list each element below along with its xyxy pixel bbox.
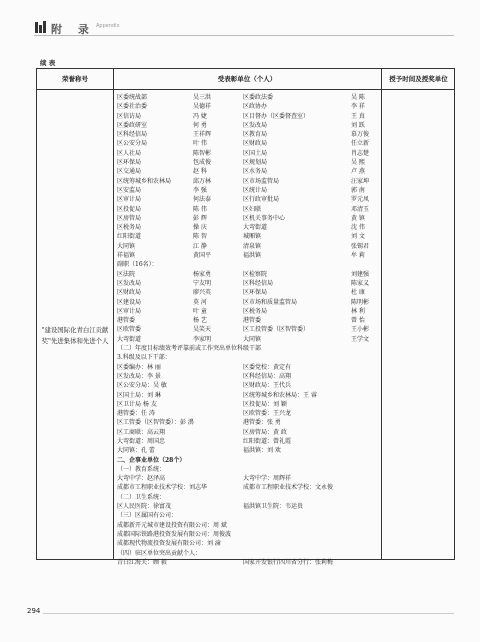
- recipient-line: [117, 205, 372, 214]
- recipient-cell: 廖兴英: [193, 289, 212, 297]
- recipient-line: [117, 353, 372, 362]
- continued-label: 续 表: [40, 59, 56, 67]
- recipient-line: [117, 437, 372, 446]
- recipient-cell: 祥福镇: [117, 252, 136, 260]
- recipient-cell: 陈智彬: [193, 149, 212, 157]
- recipient-cell: 二、企事业单位（28个）: [117, 456, 186, 464]
- recipient-line: [117, 186, 372, 195]
- recipient-line: [117, 195, 372, 204]
- appendix-logo-icon: [34, 20, 48, 34]
- recipient-line: [117, 493, 372, 502]
- recipient-cell: 区人民医院：徐富茂: [117, 503, 172, 511]
- recipient-line: [117, 400, 372, 409]
- recipient-cell: 杨家勇: [193, 270, 212, 278]
- column-divider: [113, 69, 114, 559]
- recipient-cell: 区委统战部: [117, 94, 148, 101]
- recipient-cell: 肖志楚: [351, 149, 370, 157]
- recipient-cell: 操 庆: [193, 224, 207, 232]
- recipient-cell: 黄 镇: [351, 214, 365, 222]
- recipient-line: [117, 316, 372, 325]
- recipient-cell: 张锡君: [351, 242, 370, 250]
- recipient-cell: 区投促局：刘 颖: [243, 400, 287, 408]
- recipient-cell: 大弯中学：赵泽高: [117, 475, 166, 483]
- honor-table: [36, 68, 455, 566]
- recipient-cell: 区市场监管局: [243, 177, 280, 185]
- recipient-cell: 区政协办: [243, 103, 268, 111]
- recipient-line: [117, 260, 372, 269]
- recipient-cell: 区发改局：李 景: [117, 372, 161, 380]
- recipient-line: [117, 158, 372, 167]
- recipient-cell: 大同镇: [243, 335, 262, 343]
- recipient-cell: 王 真: [351, 112, 365, 120]
- recipient-line: [117, 474, 372, 483]
- recipient-cell: 刘 文: [351, 233, 365, 241]
- recipient-cell: 宁友明: [193, 279, 212, 287]
- recipient-cell: 区目督办（区委督查室）: [243, 112, 310, 120]
- recipient-line: [117, 335, 372, 344]
- recipient-line: [117, 102, 372, 111]
- recipient-line: [117, 242, 372, 251]
- recipient-cell: （四）驻区单位突出贡献个人：: [117, 549, 202, 557]
- recipient-line: [117, 483, 372, 492]
- recipient-line: [117, 223, 372, 232]
- recipient-cell: 陈明彬: [351, 298, 370, 306]
- recipient-cell: 林 利: [351, 307, 365, 315]
- recipient-cell: 区人社局: [117, 149, 142, 157]
- recipient-line: [117, 93, 372, 102]
- recipient-cell: 区检察院: [243, 270, 268, 278]
- header-subtitle: Appendix: [96, 23, 120, 29]
- recipient-cell: 陈 智: [193, 233, 207, 241]
- recipient-line: [117, 177, 372, 186]
- recipient-line: [117, 149, 372, 158]
- recipient-cell: 区公安分局: [117, 140, 148, 148]
- recipient-cell: （二）年度目标绩效考评靠前或工作突出单位科级干部: [117, 345, 262, 353]
- recipient-cell: 副职（16名）：: [117, 261, 158, 269]
- recipient-cell: 区建设局: [117, 298, 142, 306]
- recipient-cell: 区水务局: [243, 168, 268, 176]
- recipient-cell: 李 强: [193, 186, 207, 194]
- recipient-cell: 汪家坤: [351, 177, 370, 185]
- recipient-cell: 大弯街道: [117, 335, 142, 343]
- recipient-line: [117, 139, 372, 148]
- recipient-line: [117, 456, 372, 465]
- recipient-cell: 陈家义: [351, 279, 370, 287]
- recipient-cell: 包成俊: [193, 159, 212, 167]
- recipient-line: [117, 465, 372, 474]
- recipient-cell: 吴三洪: [193, 94, 212, 101]
- recipient-line: [117, 409, 372, 418]
- recipient-cell: 大同镇：孔 蕾: [117, 447, 155, 455]
- recipient-cell: 郭 南: [351, 186, 365, 194]
- recipient-line: [117, 279, 372, 288]
- recipient-cell: 叶 童: [193, 307, 207, 315]
- recipient-cell: 大同镇: [117, 242, 136, 250]
- recipient-cell: 福洪镇: [243, 252, 262, 260]
- recipient-cell: 区国土局：刘 琳: [117, 391, 161, 399]
- recipient-cell: 区交通局: [117, 168, 142, 176]
- recipient-cell: 曾 怡: [351, 317, 365, 325]
- recipient-cell: 刘建强: [351, 270, 370, 278]
- recipient-cell: 区委社治委: [117, 103, 148, 111]
- recipient-cell: 红阳街道: [117, 233, 142, 241]
- recipient-line: [117, 428, 372, 437]
- column-header-recipients: 受表彰单位（个人）: [217, 75, 277, 83]
- recipient-cell: 区卫计局 杨 友: [117, 400, 157, 408]
- recipient-cell: 清泉镇: [243, 242, 262, 250]
- recipient-cell: 罗元凤: [351, 196, 370, 204]
- recipient-cell: 区妇联: [243, 205, 262, 213]
- recipient-cell: 区委政法委: [243, 94, 274, 101]
- recipient-cell: 福洪镇：刘 欢: [243, 447, 281, 455]
- recipient-cell: 区税务局: [243, 307, 268, 315]
- recipient-cell: 青白江海关：顾 毅: [117, 558, 167, 566]
- recipient-cell: 吴德祥: [193, 103, 212, 111]
- recipient-cell: 冯 婕: [193, 112, 207, 120]
- recipient-cell: 成都现代物流投资发展有限公司：刘 渝: [117, 540, 221, 548]
- recipient-line: [117, 270, 372, 279]
- recipient-cell: 区科经信局：高翔: [243, 372, 292, 380]
- page-number: 294: [24, 607, 43, 615]
- recipient-cell: 区教育局: [243, 131, 268, 139]
- recipient-cell: （二）卫生系统：: [117, 493, 166, 501]
- recipient-line: [117, 214, 372, 223]
- recipient-line: [117, 502, 372, 511]
- recipient-cell: 李 祥: [351, 103, 365, 111]
- header-divider: [37, 89, 454, 90]
- recipient-cell: 区法院: [117, 270, 136, 278]
- recipient-cell: 区工管委（区智管委）：彭 濞: [117, 419, 194, 427]
- recipient-cell: 红阳街道：曾礼霞: [243, 437, 292, 445]
- recipient-line: [117, 112, 372, 121]
- recipient-cell: 吴笑天: [193, 326, 212, 334]
- recipient-cell: 区科经信局: [117, 131, 148, 139]
- recipient-cell: 区委党校：黄定有: [243, 363, 292, 371]
- recipient-cell: 区财政局：王代兵: [243, 382, 292, 390]
- recipient-cell: 王学文: [351, 335, 370, 343]
- recipient-cell: 成都国际铁路港投资发展有限公司：周俊波: [117, 530, 232, 538]
- recipient-cell: 刘 跃: [351, 121, 365, 129]
- recipient-line: [117, 539, 372, 548]
- recipient-cell: 邱万林: [193, 177, 212, 185]
- recipient-cell: 杨 艺: [193, 317, 207, 325]
- recipient-cell: 区统筹城乡和农林局：王 睿: [243, 391, 317, 399]
- recipient-line: [117, 549, 372, 558]
- recipient-line: [117, 372, 372, 381]
- recipient-cell: 慕万俊: [351, 131, 370, 139]
- header-rule: [34, 35, 454, 36]
- recipient-cell: 区机关事务中心: [243, 214, 286, 222]
- recipient-cell: 区财政局: [117, 289, 142, 297]
- recipient-cell: 吴 陈: [351, 94, 365, 101]
- recipient-cell: 区国土局: [243, 149, 268, 157]
- recipient-line: [117, 344, 372, 353]
- footer-rule: [34, 613, 454, 614]
- recipient-cell: 李家明: [193, 335, 212, 343]
- recipient-line: [117, 130, 372, 139]
- recipient-line: [117, 511, 372, 520]
- recipient-cell: 区税务局: [117, 224, 142, 232]
- recipient-cell: 区审计局: [117, 307, 142, 315]
- recipient-cell: 邓清玉: [351, 205, 370, 213]
- recipient-cell: 国家开发银行四川省分行：张莉梅: [243, 558, 334, 566]
- recipient-cell: 江 静: [193, 242, 207, 250]
- recipient-cell: 区发改局: [117, 279, 142, 287]
- recipient-cell: 区市场和质量监管局: [243, 298, 298, 306]
- recipient-line: [117, 325, 372, 334]
- column-header-honor: 荣誉称号: [62, 75, 88, 83]
- recipient-cell: （一）教育系统：: [117, 465, 166, 473]
- recipient-cell: 牟 莉: [351, 252, 365, 260]
- recipient-cell: 陈 伟: [193, 205, 207, 213]
- header-title: 附 录: [51, 23, 95, 36]
- recipient-line: [117, 298, 372, 307]
- recipient-cell: 成都市工程职业技术学校：文永俊: [243, 484, 334, 492]
- recipient-cell: 区审计局: [117, 196, 142, 204]
- recipient-cell: 区房管局：黄 政: [243, 428, 287, 436]
- recipient-line: [117, 418, 372, 427]
- honor-title: "建设国际化青白江贡献奖"先进集体和先进个人: [41, 326, 109, 345]
- recipient-cell: 区委编办：林 丽: [117, 363, 161, 371]
- recipient-list: [117, 93, 372, 567]
- recipient-cell: 大弯街道：周国忠: [117, 437, 166, 445]
- recipient-cell: 区工投管委（区智管委）: [243, 326, 310, 334]
- recipient-cell: 港管委: [117, 317, 136, 325]
- recipient-line: [117, 121, 372, 130]
- recipient-cell: 叶 伟: [193, 140, 207, 148]
- recipient-line: [117, 363, 372, 372]
- recipient-cell: 区投促局: [117, 205, 142, 213]
- recipient-cell: 区工商联：高云翔: [117, 428, 166, 436]
- recipient-cell: 王小彬: [351, 326, 370, 334]
- recipient-cell: 任立新: [351, 140, 370, 148]
- recipient-cell: 城厢镇: [243, 233, 262, 241]
- recipient-line: [117, 167, 372, 176]
- recipient-cell: 莫 河: [193, 298, 207, 306]
- recipient-cell: 区环保局: [243, 289, 268, 297]
- recipient-cell: 区信访局: [117, 112, 142, 120]
- recipient-cell: 区财政局: [243, 140, 268, 148]
- recipient-cell: 沈 伟: [351, 224, 365, 232]
- recipient-cell: 成都市工程职业技术学校：刘志华: [117, 484, 208, 492]
- column-divider: [381, 69, 382, 559]
- recipient-cell: 何法泰: [193, 196, 212, 204]
- recipient-cell: 区科经信局: [243, 279, 274, 287]
- recipient-cell: 区统计局: [243, 186, 268, 194]
- recipient-cell: 成都新开元城市建设投资有限公司：周 斌: [117, 521, 227, 529]
- recipient-line: [117, 391, 372, 400]
- recipient-cell: 港管委：张 勇: [243, 419, 281, 427]
- recipient-line: [117, 530, 372, 539]
- recipient-line: [117, 251, 372, 260]
- recipient-line: [117, 446, 372, 455]
- recipient-cell: 区房管局: [117, 214, 142, 222]
- recipient-cell: 区环保局: [117, 159, 142, 167]
- recipient-cell: 3.科级及以下干部：: [117, 354, 171, 362]
- recipient-cell: 何 勇: [193, 121, 207, 129]
- recipient-cell: 区委政研室: [117, 121, 148, 129]
- recipient-cell: 王祥辉: [193, 131, 212, 139]
- recipient-cell: 吴 熙: [351, 159, 365, 167]
- recipient-cell: 大弯街道: [243, 224, 268, 232]
- recipient-cell: 赵 科: [193, 168, 207, 176]
- recipient-cell: 区行政审批局: [243, 196, 280, 204]
- column-header-awarder: 授予时间及授奖单位: [389, 75, 448, 83]
- recipient-cell: （三）区属国有公司：: [117, 512, 178, 520]
- recipient-cell: 区欧管委：王兴龙: [243, 410, 292, 418]
- recipient-line: [117, 381, 372, 390]
- recipient-cell: 杜 康: [351, 289, 365, 297]
- recipient-cell: 区规划局: [243, 159, 268, 167]
- recipient-cell: 黄国平: [193, 252, 212, 260]
- recipient-cell: 卢 燕: [351, 168, 365, 176]
- recipient-cell: 区安监局: [117, 186, 142, 194]
- recipient-cell: 福洪镇卫生院：韦运贵: [243, 503, 304, 511]
- recipient-cell: 港管委: [243, 317, 262, 325]
- recipient-cell: 区欧管委: [117, 326, 142, 334]
- recipient-cell: 大弯中学：周辉祥: [243, 475, 292, 483]
- recipient-cell: 港管委：任 涛: [117, 410, 155, 418]
- recipient-cell: 区统筹城乡和农林局: [117, 177, 172, 185]
- recipient-line: [117, 288, 372, 297]
- recipient-line: [117, 558, 372, 567]
- recipient-line: [117, 521, 372, 530]
- recipient-line: [117, 307, 372, 316]
- recipient-cell: 区发改局: [243, 121, 268, 129]
- recipient-line: [117, 232, 372, 241]
- recipient-cell: 彭 辉: [193, 214, 207, 222]
- recipient-cell: 区公安分局：吴 敏: [117, 382, 167, 390]
- page-header: [34, 20, 454, 40]
